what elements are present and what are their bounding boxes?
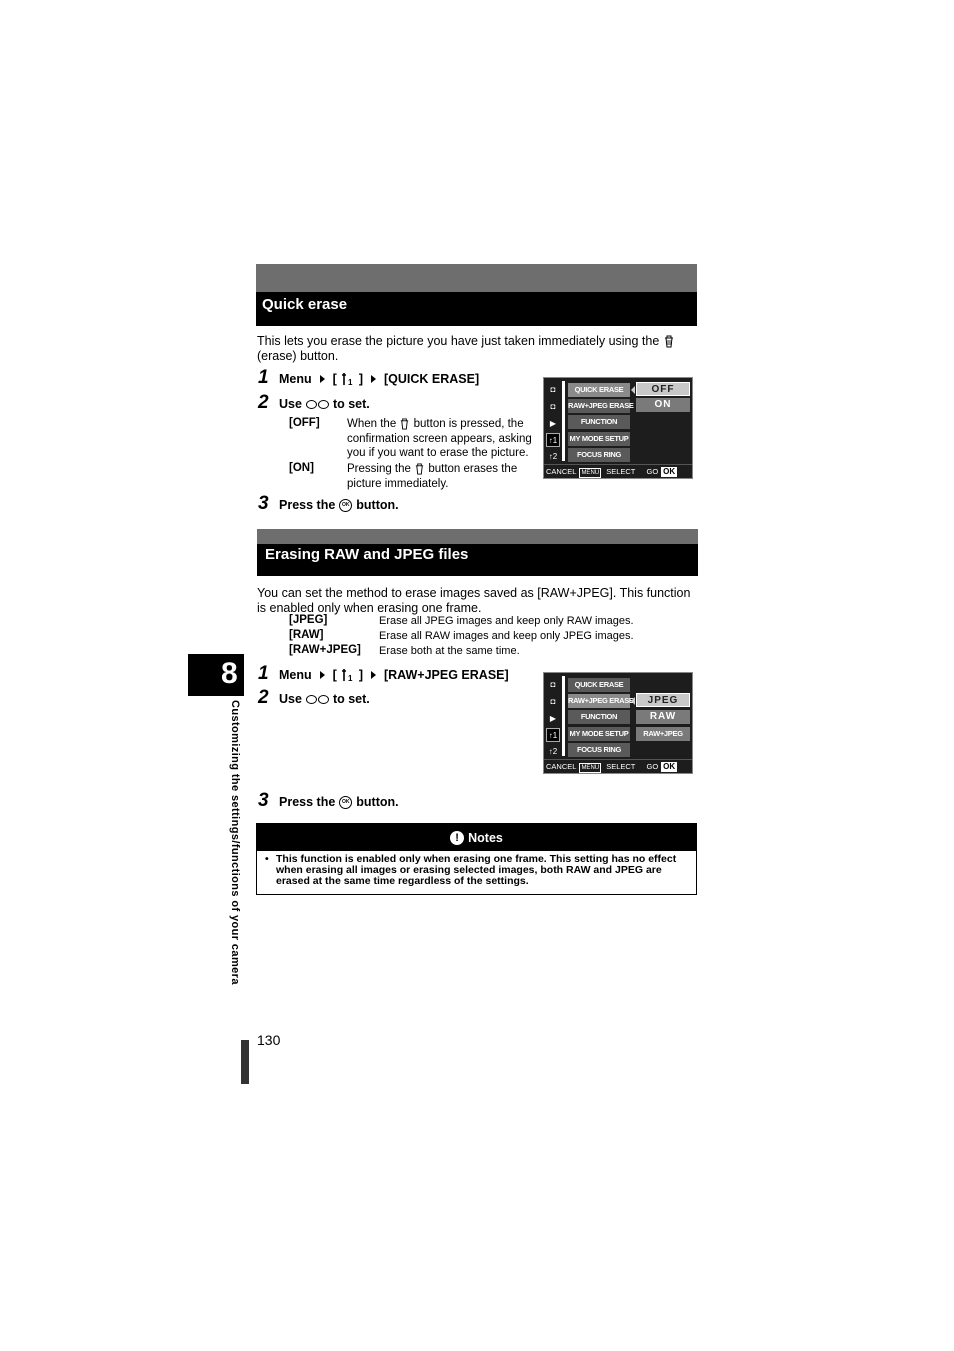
step1-instruction	[279, 668, 509, 682]
screen-footer	[544, 759, 692, 773]
menu-label: Menu	[279, 668, 312, 682]
desc-text: confirmation screen appears, asking	[347, 432, 532, 445]
dial-icon	[306, 400, 329, 409]
chapter-number: 8	[221, 657, 238, 690]
svg-text:1: 1	[347, 674, 353, 682]
step-number: 3	[258, 493, 269, 514]
shooting-tab-2-icon: ◘	[550, 697, 556, 706]
menu-item: QUICK ERASE	[568, 678, 630, 692]
footer-ok-key: OK	[663, 467, 676, 476]
option-desc-off	[347, 417, 532, 461]
desc-text: Pressing the	[347, 463, 411, 475]
shooting-tab-2-icon: ◘	[550, 402, 556, 411]
option-key-on: [ON]	[289, 462, 314, 474]
step-number: 2	[258, 687, 269, 708]
selection-arrow-icon	[631, 697, 635, 705]
menu-item: MY MODE SETUP	[568, 727, 630, 741]
option-desc-raw: Erase all RAW images and keep only JPEG images.	[379, 630, 634, 642]
menu-item: MY MODE SETUP	[568, 432, 630, 446]
footer-go: GO	[646, 467, 659, 476]
option-key-jpeg: [JPEG]	[289, 614, 328, 626]
menu-item: FOCUS RING	[568, 448, 630, 462]
menu-tabs	[546, 675, 560, 757]
setup-tab-bracket-close: ]	[358, 372, 363, 386]
svg-text:1: 1	[347, 378, 353, 386]
to-set-label: to set.	[332, 692, 370, 706]
section1-title: Quick erase	[262, 296, 348, 313]
press-label: Press the	[279, 795, 336, 809]
footer-select: SELECT	[606, 467, 636, 476]
setup-tab-2-icon: ↑2	[548, 747, 558, 756]
footer-go: GO	[646, 762, 659, 771]
shooting-tab-1-icon: ◘	[550, 385, 556, 394]
notes-header	[257, 824, 696, 851]
chapter-title: Customizing the settings/functions of your camera	[229, 700, 241, 985]
desc-text: button erases the	[428, 463, 518, 475]
screen-footer	[544, 464, 692, 478]
section1-intro-line2: (erase) button.	[257, 348, 339, 363]
menu-item: QUICK ERASE	[568, 383, 630, 397]
footer-menu-key: MENU	[581, 765, 600, 771]
step1-target: [RAW+JPEG ERASE]	[383, 668, 509, 682]
step1-instruction	[279, 372, 479, 386]
step3-instruction	[279, 498, 399, 512]
exclamation-icon: !	[450, 831, 464, 845]
step3-instruction	[279, 795, 399, 809]
menu-value: ON	[636, 398, 690, 412]
setup-tab-bracket-open: [	[332, 372, 337, 386]
setup-tab-1-icon: ↑1	[546, 728, 560, 742]
arrow-right-icon	[371, 671, 376, 679]
setup-tab-1-icon: ↑1	[546, 433, 560, 447]
camera-menu-screen-raw-jpeg-erase	[543, 672, 693, 774]
playback-tab-icon: ▶	[549, 419, 557, 428]
desc-text: When the	[347, 418, 397, 430]
notes-bullet: •	[265, 853, 269, 865]
erase-button-icon	[663, 335, 675, 348]
scroll-bar	[562, 381, 565, 461]
desc-text: button is pressed, the	[413, 418, 524, 430]
step-number: 2	[258, 392, 269, 413]
option-key-off: [OFF]	[289, 417, 320, 429]
section1-title-bar	[256, 292, 697, 326]
arrow-right-icon	[320, 671, 325, 679]
step-number: 1	[258, 367, 269, 388]
step1-target: [QUICK ERASE]	[383, 372, 480, 386]
step2-instruction	[279, 397, 370, 411]
menu-item: FUNCTION	[568, 415, 630, 429]
notes-box	[256, 823, 697, 895]
menu-item: RAW+JPEG ERASE	[568, 399, 630, 413]
menu-tabs	[546, 380, 560, 462]
notes-title: Notes	[468, 830, 503, 845]
option-key-raw-jpeg: [RAW+JPEG]	[289, 644, 361, 656]
section2-title: Erasing RAW and JPEG files	[265, 546, 469, 563]
footer-ok-key: OK	[663, 762, 676, 771]
erase-button-icon	[414, 463, 425, 475]
dial-icon	[306, 695, 329, 704]
step-number: 3	[258, 790, 269, 811]
option-key-raw: [RAW]	[289, 629, 324, 641]
footer-menu-key: MENU	[581, 470, 600, 476]
to-set-label: to set.	[332, 397, 370, 411]
setup-tab-bracket-close: ]	[358, 668, 363, 682]
desc-text: you if you want to erase the picture.	[347, 447, 529, 459]
menu-value: JPEG	[636, 693, 690, 707]
menu-label: Menu	[279, 372, 312, 386]
footer-cancel: CANCEL	[546, 467, 577, 476]
step-number: 1	[258, 663, 269, 684]
menu-item: FUNCTION	[568, 710, 630, 724]
ok-button-icon: OK	[339, 796, 352, 809]
footer-select: SELECT	[606, 762, 636, 771]
section1-header-band	[256, 264, 697, 292]
section2-intro-line1: You can set the method to erase images saved as [RAW+JPEG]. This function	[257, 586, 691, 600]
option-desc-on	[347, 462, 532, 491]
press-label: Press the	[279, 498, 336, 512]
section2-title-bar	[257, 544, 698, 576]
menu-value: RAW	[636, 710, 690, 724]
setup-tab-2-icon: ↑2	[548, 452, 558, 461]
footer-cancel: CANCEL	[546, 762, 577, 771]
arrow-right-icon	[320, 375, 325, 383]
arrow-right-icon	[371, 375, 376, 383]
section1-intro-line1: This lets you erase the picture you have just taken immediately using the	[257, 334, 660, 348]
option-desc-raw-jpeg: Erase both at the same time.	[379, 645, 520, 657]
setup-tab-bracket-open: [	[332, 668, 337, 682]
notes-body	[265, 854, 685, 887]
page-number: 130	[257, 1032, 281, 1048]
desc-text: picture immediately.	[347, 477, 449, 490]
camera-menu-screen-quick-erase	[543, 377, 693, 479]
menu-item: RAW+JPEG ERASE	[568, 694, 630, 708]
section1-intro	[257, 334, 697, 363]
use-label: Use	[279, 692, 302, 706]
playback-tab-icon: ▶	[549, 714, 557, 723]
section2-header-band	[257, 529, 698, 544]
section2-intro-line2: is enabled only when erasing one frame.	[257, 600, 482, 615]
section2-intro	[257, 586, 702, 615]
setup-tab-icon	[341, 372, 355, 386]
button-label: button.	[356, 795, 399, 809]
shooting-tab-1-icon: ◘	[550, 680, 556, 689]
selection-arrow-icon	[631, 386, 635, 394]
menu-item: FOCUS RING	[568, 743, 630, 757]
option-desc-jpeg: Erase all JPEG images and keep only RAW images.	[379, 615, 634, 627]
button-label: button.	[356, 498, 399, 512]
page-edge-bar	[241, 1040, 249, 1084]
notes-text: This function is enabled only when erasing one frame. This setting has no effect when erasing all images or erasing selected images, both RAW and JPEG are erased at the same time regardless of the settings.	[276, 853, 677, 887]
use-label: Use	[279, 397, 302, 411]
menu-value: OFF	[636, 382, 690, 396]
step2-instruction	[279, 692, 370, 706]
ok-button-icon: OK	[339, 499, 352, 512]
scroll-bar	[562, 676, 565, 756]
menu-value: RAW+JPEG	[636, 727, 690, 741]
setup-tab-icon	[341, 668, 355, 682]
erase-button-icon	[399, 418, 410, 430]
